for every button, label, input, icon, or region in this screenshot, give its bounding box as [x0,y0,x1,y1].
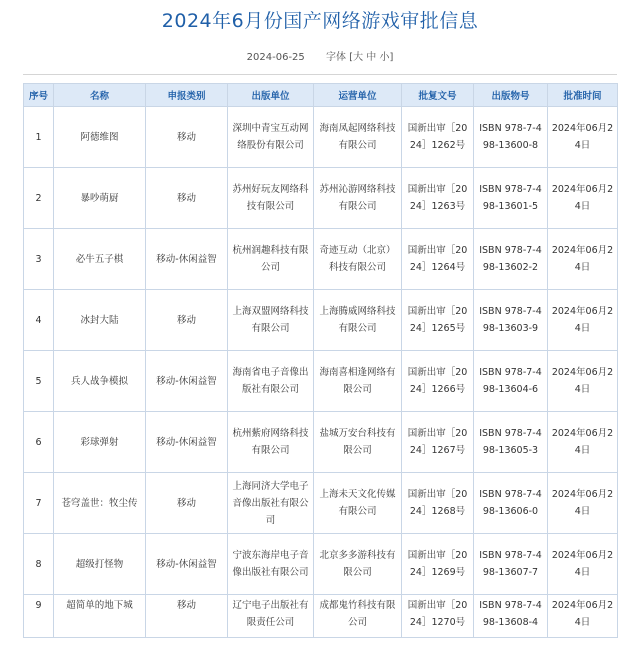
table-row [24,412,618,473]
operator-cell: 上海腾威网络科技有限公司 [314,290,402,351]
approval-number-cell: 国新出审［2024］1267号 [402,412,474,473]
category-cell: 移动 [146,595,228,638]
article-meta [0,51,640,65]
game-name-cell: 超简单的地下城 [54,595,146,638]
isbn-number-cell: ISBN 978-7-498-13607-7 [474,534,548,595]
isbn-number-cell: ISBN 978-7-498-13603-9 [474,290,548,351]
game-name-cell: 必牛五子棋 [54,229,146,290]
column-header: 运营单位 [314,84,402,107]
approval-number-cell: 国新出审［2024］1263号 [402,168,474,229]
table-row [24,351,618,412]
page [0,8,640,628]
font-size-small-button[interactable]: 小 [379,52,390,63]
operator-cell: 上海未天文化传媒有限公司 [314,473,402,534]
publisher-cell: 上海双盟网络科技有限公司 [228,290,314,351]
category-cell: 移动-休闲益智 [146,351,228,412]
title-divider [23,74,617,75]
table-row [24,473,618,534]
approval-date-cell: 2024年06月24日 [548,168,618,229]
approval-number-cell: 国新出审［2024］1266号 [402,351,474,412]
operator-cell: 成都鬼竹科技有限公司 [314,595,402,638]
column-header: 申报类别 [146,84,228,107]
publisher-cell: 苏州好玩友网络科技有限公司 [228,168,314,229]
publisher-cell: 宁波东海岸电子音像出版社有限公司 [228,534,314,595]
approval-number-cell: 国新出审［2024］1270号 [402,595,474,638]
operator-cell: 盐城万安台科技有限公司 [314,412,402,473]
bracket-open: [ [349,52,354,63]
bracket-close: ] [389,52,394,63]
row-number-cell: 5 [24,351,54,412]
column-header: 名称 [54,84,146,107]
isbn-number-cell: ISBN 978-7-498-13608-4 [474,595,548,638]
game-name-cell: 苍穹盖世：牧尘传 [54,473,146,534]
page-title: 2024年6月份国产网络游戏审批信息 [161,10,479,32]
approval-date-cell: 2024年06月24日 [548,412,618,473]
publisher-cell: 上海同济大学电子音像出版社有限公司 [228,473,314,534]
approval-number-cell: 国新出审［2024］1269号 [402,534,474,595]
approval-date-cell: 2024年06月24日 [548,107,618,168]
font-size-large-button[interactable]: 大 [353,52,364,63]
approval-date-cell: 2024年06月24日 [548,351,618,412]
table-row [24,229,618,290]
approval-date-cell: 2024年06月24日 [548,473,618,534]
row-number-cell: 1 [24,107,54,168]
publisher-cell: 杭州润趣科技有限公司 [228,229,314,290]
approval-number-cell: 国新出审［2024］1262号 [402,107,474,168]
approval-date-cell: 2024年06月24日 [548,534,618,595]
isbn-number-cell: ISBN 978-7-498-13602-2 [474,229,548,290]
operator-cell: 苏州沁游网络科技有限公司 [314,168,402,229]
table-header-row [24,84,618,107]
row-number-cell: 7 [24,473,54,534]
approval-date-cell: 2024年06月24日 [548,290,618,351]
category-cell: 移动-休闲益智 [146,534,228,595]
isbn-number-cell: ISBN 978-7-498-13604-6 [474,351,548,412]
approval-date-cell: 2024年06月24日 [548,229,618,290]
game-name-cell: 兵人战争模拟 [54,351,146,412]
approval-number-cell: 国新出审［2024］1264号 [402,229,474,290]
isbn-number-cell: ISBN 978-7-498-13601-5 [474,168,548,229]
table-row [24,168,618,229]
row-number-cell: 8 [24,534,54,595]
approval-table [23,83,618,638]
operator-cell: 海南凤起网络科技有限公司 [314,107,402,168]
category-cell: 移动-休闲益智 [146,229,228,290]
operator-cell: 北京多多游科技有限公司 [314,534,402,595]
category-cell: 移动 [146,107,228,168]
row-number-cell: 4 [24,290,54,351]
table-row [24,595,618,638]
isbn-number-cell: ISBN 978-7-498-13606-0 [474,473,548,534]
approval-date-cell: 2024年06月24日 [548,595,618,638]
table-row [24,107,618,168]
operator-cell: 奇迹互动（北京）科技有限公司 [314,229,402,290]
game-name-cell: 彩球弹射 [54,412,146,473]
table-row [24,534,618,595]
publisher-cell: 海南省电子音像出版社有限公司 [228,351,314,412]
column-header: 出版单位 [228,84,314,107]
publish-date: 2024-06-25 [246,52,305,63]
row-number-cell: 2 [24,168,54,229]
column-header: 序号 [24,84,54,107]
approval-number-cell: 国新出审［2024］1265号 [402,290,474,351]
category-cell: 移动 [146,290,228,351]
font-size-label: 字体 [325,52,346,63]
category-cell: 移动 [146,168,228,229]
publisher-cell: 杭州紫府网络科技有限公司 [228,412,314,473]
column-header: 出版物号 [474,84,548,107]
row-number-cell: 3 [24,229,54,290]
table-body [24,107,618,638]
table-row [24,290,618,351]
font-size-medium-button[interactable]: 中 [366,52,377,63]
publisher-cell: 辽宁电子出版社有限责任公司 [228,595,314,638]
publisher-cell: 深圳中青宝互动网络股份有限公司 [228,107,314,168]
game-name-cell: 冰封大陆 [54,290,146,351]
isbn-number-cell: ISBN 978-7-498-13600-8 [474,107,548,168]
column-header: 批复文号 [402,84,474,107]
game-name-cell: 暴吵萌厨 [54,168,146,229]
approval-number-cell: 国新出审［2024］1268号 [402,473,474,534]
game-name-cell: 超级打怪物 [54,534,146,595]
operator-cell: 海南喜相逢网络有限公司 [314,351,402,412]
category-cell: 移动 [146,473,228,534]
category-cell: 移动-休闲益智 [146,412,228,473]
isbn-number-cell: ISBN 978-7-498-13605-3 [474,412,548,473]
column-header: 批准时间 [548,84,618,107]
game-name-cell: 阿德维图 [54,107,146,168]
row-number-cell: 6 [24,412,54,473]
row-number-cell: 9 [24,595,54,638]
